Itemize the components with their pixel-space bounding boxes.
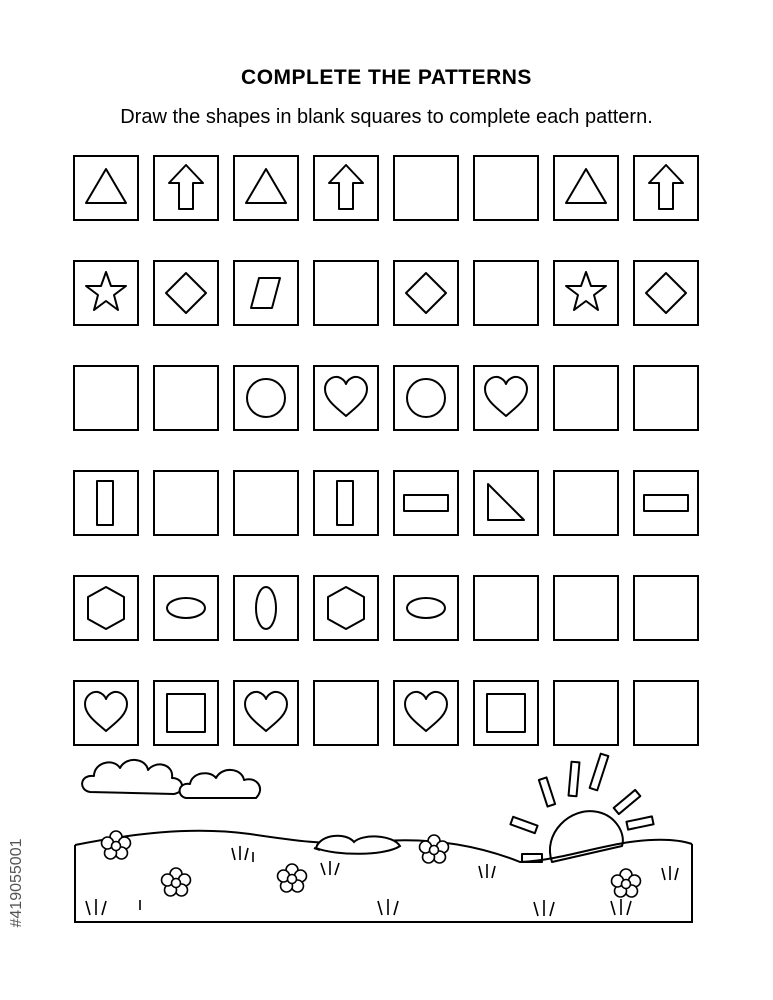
blank-square[interactable] [393, 155, 459, 221]
pattern-square [73, 575, 139, 641]
blank-square[interactable] [153, 470, 219, 536]
pattern-square [553, 155, 619, 221]
pattern-square [233, 260, 299, 326]
pattern-grid [73, 155, 699, 746]
horizontal-rectangle-icon [395, 472, 457, 534]
pattern-square [553, 260, 619, 326]
blank-square[interactable] [153, 365, 219, 431]
star-icon [555, 262, 617, 324]
flower-icon [420, 835, 449, 863]
pattern-square [313, 470, 379, 536]
pattern-square [313, 575, 379, 641]
hexagon-icon [315, 577, 377, 639]
pattern-square [633, 260, 699, 326]
pattern-square [233, 155, 299, 221]
diamond-icon [635, 262, 697, 324]
blank-square[interactable] [473, 155, 539, 221]
pattern-square [153, 260, 219, 326]
instructions: Draw the shapes in blank squares to complete each pattern. [120, 106, 653, 128]
stock-id-text: #419055001 [8, 838, 25, 928]
pattern-square [233, 365, 299, 431]
pattern-square [233, 680, 299, 746]
pattern-square [393, 680, 459, 746]
blank-square[interactable] [233, 470, 299, 536]
vertical-rectangle-icon [315, 472, 377, 534]
blank-square[interactable] [633, 680, 699, 746]
heart-icon [235, 682, 297, 744]
pattern-square [393, 470, 459, 536]
circle-icon [235, 367, 297, 429]
sun-icon [510, 754, 653, 862]
pattern-square [73, 260, 139, 326]
blank-square[interactable] [553, 470, 619, 536]
pattern-square [473, 470, 539, 536]
landscape-scene [70, 750, 700, 930]
blank-square[interactable] [313, 680, 379, 746]
square-icon [155, 682, 217, 744]
heart-icon [75, 682, 137, 744]
circle-icon [395, 367, 457, 429]
right-triangle-icon [475, 472, 537, 534]
diamond-icon [155, 262, 217, 324]
cloud-icon [180, 770, 260, 798]
heart-icon [315, 367, 377, 429]
heart-icon [475, 367, 537, 429]
stock-id-label [6, 766, 28, 1000]
flower-icon [278, 864, 307, 892]
diamond-icon [395, 262, 457, 324]
heart-icon [395, 682, 457, 744]
parallelogram-icon [235, 262, 297, 324]
rock-icon [314, 836, 400, 854]
pattern-square [393, 575, 459, 641]
star-icon [75, 262, 137, 324]
blank-square[interactable] [633, 365, 699, 431]
page-title: COMPLETE THE PATTERNS [241, 66, 532, 89]
blank-square[interactable] [553, 680, 619, 746]
pattern-square [393, 260, 459, 326]
pattern-square [153, 155, 219, 221]
horizontal-rectangle-icon [635, 472, 697, 534]
square-icon [475, 682, 537, 744]
vertical-ellipse-icon [235, 577, 297, 639]
pattern-square [633, 155, 699, 221]
up-arrow-icon [635, 157, 697, 219]
pattern-square [233, 575, 299, 641]
pattern-square [313, 155, 379, 221]
blank-square[interactable] [633, 575, 699, 641]
blank-square[interactable] [313, 260, 379, 326]
pattern-square [633, 470, 699, 536]
flower-icon [102, 831, 131, 859]
blank-square[interactable] [553, 365, 619, 431]
up-arrow-icon [315, 157, 377, 219]
flower-icon [612, 869, 641, 897]
pattern-square [73, 155, 139, 221]
triangle-icon [75, 157, 137, 219]
blank-square[interactable] [473, 575, 539, 641]
pattern-square [153, 575, 219, 641]
triangle-icon [555, 157, 617, 219]
up-arrow-icon [155, 157, 217, 219]
vertical-rectangle-icon [75, 472, 137, 534]
pattern-square [473, 365, 539, 431]
horizontal-ellipse-icon [395, 577, 457, 639]
blank-square[interactable] [473, 260, 539, 326]
flower-icon [162, 868, 191, 896]
pattern-square [313, 365, 379, 431]
pattern-square [73, 470, 139, 536]
blank-square[interactable] [73, 365, 139, 431]
triangle-icon [235, 157, 297, 219]
pattern-square [473, 680, 539, 746]
pattern-square [73, 680, 139, 746]
horizontal-ellipse-icon [155, 577, 217, 639]
blank-square[interactable] [553, 575, 619, 641]
cloud-icon [82, 760, 182, 794]
pattern-square [153, 680, 219, 746]
hexagon-icon [75, 577, 137, 639]
pattern-square [393, 365, 459, 431]
